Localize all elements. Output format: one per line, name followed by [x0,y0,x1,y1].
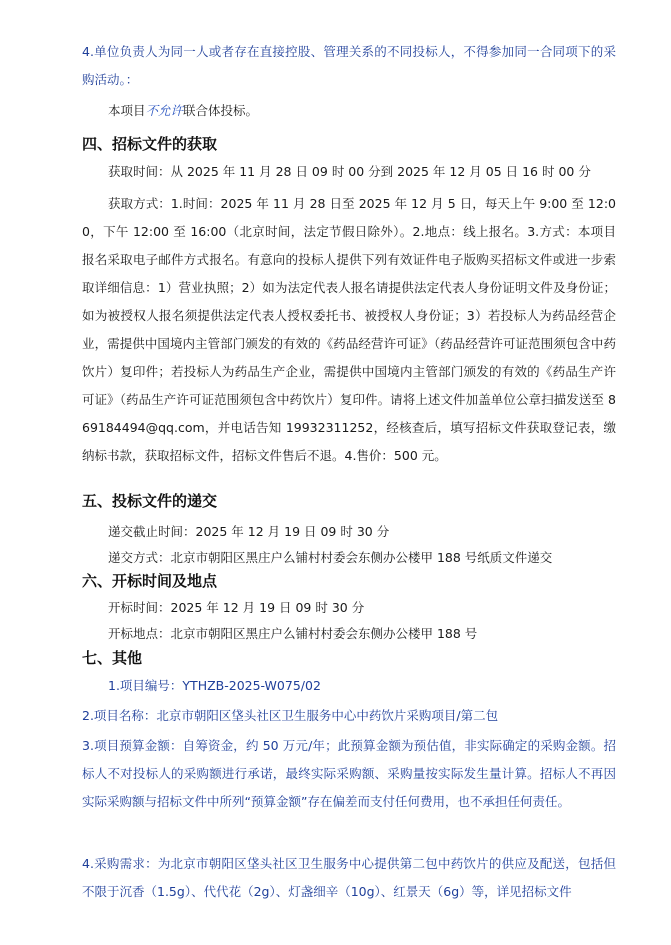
consortium-post: 联合体投标。 [183,103,259,118]
section3-item4: 4.单位负责人为同一人或者存在直接控股、管理关系的不同投标人，不得参加同一合同项下的采购活动。： [82,44,616,87]
section5-heading: 五、投标文件的递交 [82,492,218,510]
section4-method: 获取方式：1.时间：2025 年 11 月 28 日至 2025 年 12 月 5 日，每天上午 9:00 至 12:00，下午 12:00 至 16:00（北京时间，法定节假日除外）。2.地点：线上报名。3.方式：本项目报名采取电子邮件方式报名。有意向的投标人提供下列有效证件电子版购买招标文件或进一步索取详细信息：1）营业执照；2）如为法定代表人报名请提供法定代表人身份证明文件及身份证；如为被授权人报名须提供法定代表人授权委托书、被授权人身份证；3）若投标人为药品经营企业，需提供中国境内主管部门颁发的有效的《药品经营许可证》（药品经营许可证范围须包含中药饮片）复印件；若投标人为药品生产企业，需提供中国境内主管部门颁发的有效的《药品生产许可证》（药品生产许可证范围须包含中药饮片）复印件。请将上述文件加盖单位公章扫描发送至 869184494@qq.com，并电话告知 19932311252，经核查后，填写招标文件获取登记表，缴纳标书款，获取招标文件，招标文件售后不退。4.售价：500 元。 [82,196,616,463]
section5-method: 递交方式：北京市朝阳区黑庄户么铺村村委会东侧办公楼甲 188 号纸质文件递交 [108,550,553,565]
section4-heading: 四、招标文件的获取 [82,135,218,153]
consortium-line [82,97,616,125]
section7-item2: 2.项目名称：北京市朝阳区垡头社区卫生服务中心中药饮片采购项目/第二包 [82,708,499,723]
consortium-pre: 本项目 [108,103,146,118]
section7-item4: 4.采购需求：为北京市朝阳区垡头社区卫生服务中心提供第二包中药饮片的供应及配送，包括但不限于沉香（1.5g）、代代花（2g）、灯盏细辛（10g）、红景天（6g）等，详见招标文件 [82,856,616,899]
section6-heading: 六、开标时间及地点 [82,572,218,590]
section7-heading: 七、其他 [82,649,143,667]
section6-time: 开标时间：2025 年 12 月 19 日 09 时 30 分 [108,600,365,615]
section7-item3: 3.项目预算金额：自筹资金，约 50 万元/年；此预算金额为预估值，非实际确定的采购金额。招标人不对投标人的采购额进行承诺，最终实际采购额、采购量按实际发生量计算。招标人不再因实际采购额与招标文件中所列“预算金额”存在偏差而支付任何费用，也不承担任何责任。 [82,738,616,809]
section7-item1: 1.项目编号：YTHZB-2025-W075/02 [108,678,321,693]
section5-deadline: 递交截止时间：2025 年 12 月 19 日 09 时 30 分 [108,524,390,539]
consortium-emphasis: 不允许 [145,103,184,118]
section6-place: 开标地点：北京市朝阳区黑庄户么铺村村委会东侧办公楼甲 188 号 [108,626,478,641]
section4-time: 获取时间：从 2025 年 11 月 28 日 09 时 00 分到 2025 年 12 月 05 日 16 时 00 分 [108,164,591,179]
